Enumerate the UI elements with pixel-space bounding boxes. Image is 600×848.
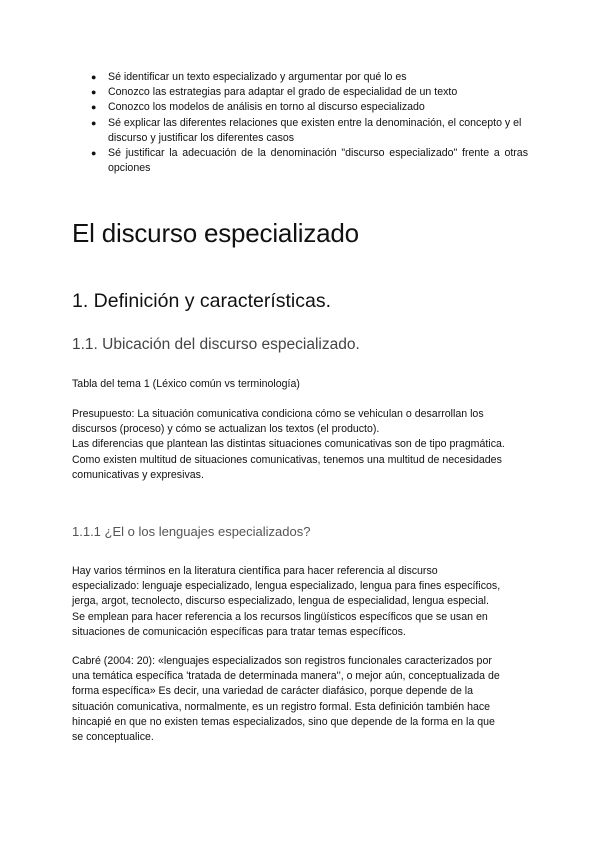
bullet-icon: ● xyxy=(91,148,97,159)
paragraph-cabre xyxy=(72,654,528,745)
table-reference: Tabla del tema 1 (Léxico común vs terminología) xyxy=(72,378,300,390)
paragraph-line: se conceptualice. xyxy=(72,731,154,744)
section-heading-1-1: 1.1. Ubicación del discurso especializado. xyxy=(72,336,360,353)
paragraph-line: especializado: lenguaje especializado, lengua especializado, lengua para fines específicos, xyxy=(72,580,501,593)
paragraph-line: Como existen multitud de situaciones comunicativas, tenemos una multitud de necesidades xyxy=(72,453,502,466)
list-item: ● Sé identificar un texto especializado y argumentar por qué lo es xyxy=(72,70,528,85)
list-item: ● Sé justificar la adecuación de la denominación "discurso especializado" frente a otras opciones xyxy=(91,147,528,175)
paragraph-line: situación comunicativa, normalmente, es un registro formal. Esta definición también hace xyxy=(72,700,491,713)
bullet-icon: ● xyxy=(91,117,97,128)
paragraph-line: forma específica» Es decir, una variedad de carácter diafásico, porque depende de la xyxy=(72,685,474,698)
section-heading-1-1-1: 1.1.1 ¿El o los lenguajes especializados? xyxy=(72,524,311,539)
paragraph-terminos xyxy=(72,564,528,640)
paragraph-line: comunicativas y expresivas. xyxy=(72,468,204,481)
paragraph-presupuesto xyxy=(72,407,528,483)
paragraph-line: Cabré (2004: 20): «lenguajes especializados son registros funcionales caracterizados por xyxy=(72,655,492,667)
paragraph-line: Hay varios términos en la literatura científica para hacer referencia al discurso xyxy=(72,565,438,577)
paragraph-line: jerga, argot, tecnolecto, discurso especializado, lengua de especialidad, lengua especial. xyxy=(72,595,489,608)
paragraph-line: Las diferencias que plantean las distintas situaciones comunicativas son de tipo pragmática. xyxy=(72,438,505,451)
objectives-list xyxy=(72,70,528,176)
bullet-icon: ● xyxy=(91,87,97,98)
paragraph-line: una temática específica 'tratada de determinada manera'', o mejor aún, conceptualizada de xyxy=(72,670,500,683)
paragraph-line: hincapié en que no existen temas especializados, sino que depende de la forma en la que xyxy=(72,715,495,728)
paragraph-line: Presupuesto: La situación comunicativa condiciona cómo se vehiculan o desarrollan los xyxy=(72,408,484,420)
paragraph-line: discursos (proceso) y cómo se actualizan los textos (el producto). xyxy=(72,423,380,436)
paragraph-line: situaciones de comunicación específicas para tratar temas específicos. xyxy=(72,625,406,638)
list-item: ● Conozco las estrategias para adaptar el grado de especialidad de un texto xyxy=(72,85,528,100)
list-item: ● Sé explicar las diferentes relaciones que existen entre la denominación, el concepto y el discurso y justificar los diferentes casos xyxy=(91,116,522,144)
document-title: El discurso especializado xyxy=(72,218,359,248)
section-heading-1: 1. Definición y características. xyxy=(72,290,332,312)
bullet-icon: ● xyxy=(91,102,97,113)
paragraph-line: Se emplean para hacer referencia a los recursos lingüísticos específicos que se usan en xyxy=(72,610,488,623)
list-item: ● Conozco los modelos de análisis en torno al discurso especializado xyxy=(72,100,528,115)
bullet-icon: ● xyxy=(91,72,97,82)
